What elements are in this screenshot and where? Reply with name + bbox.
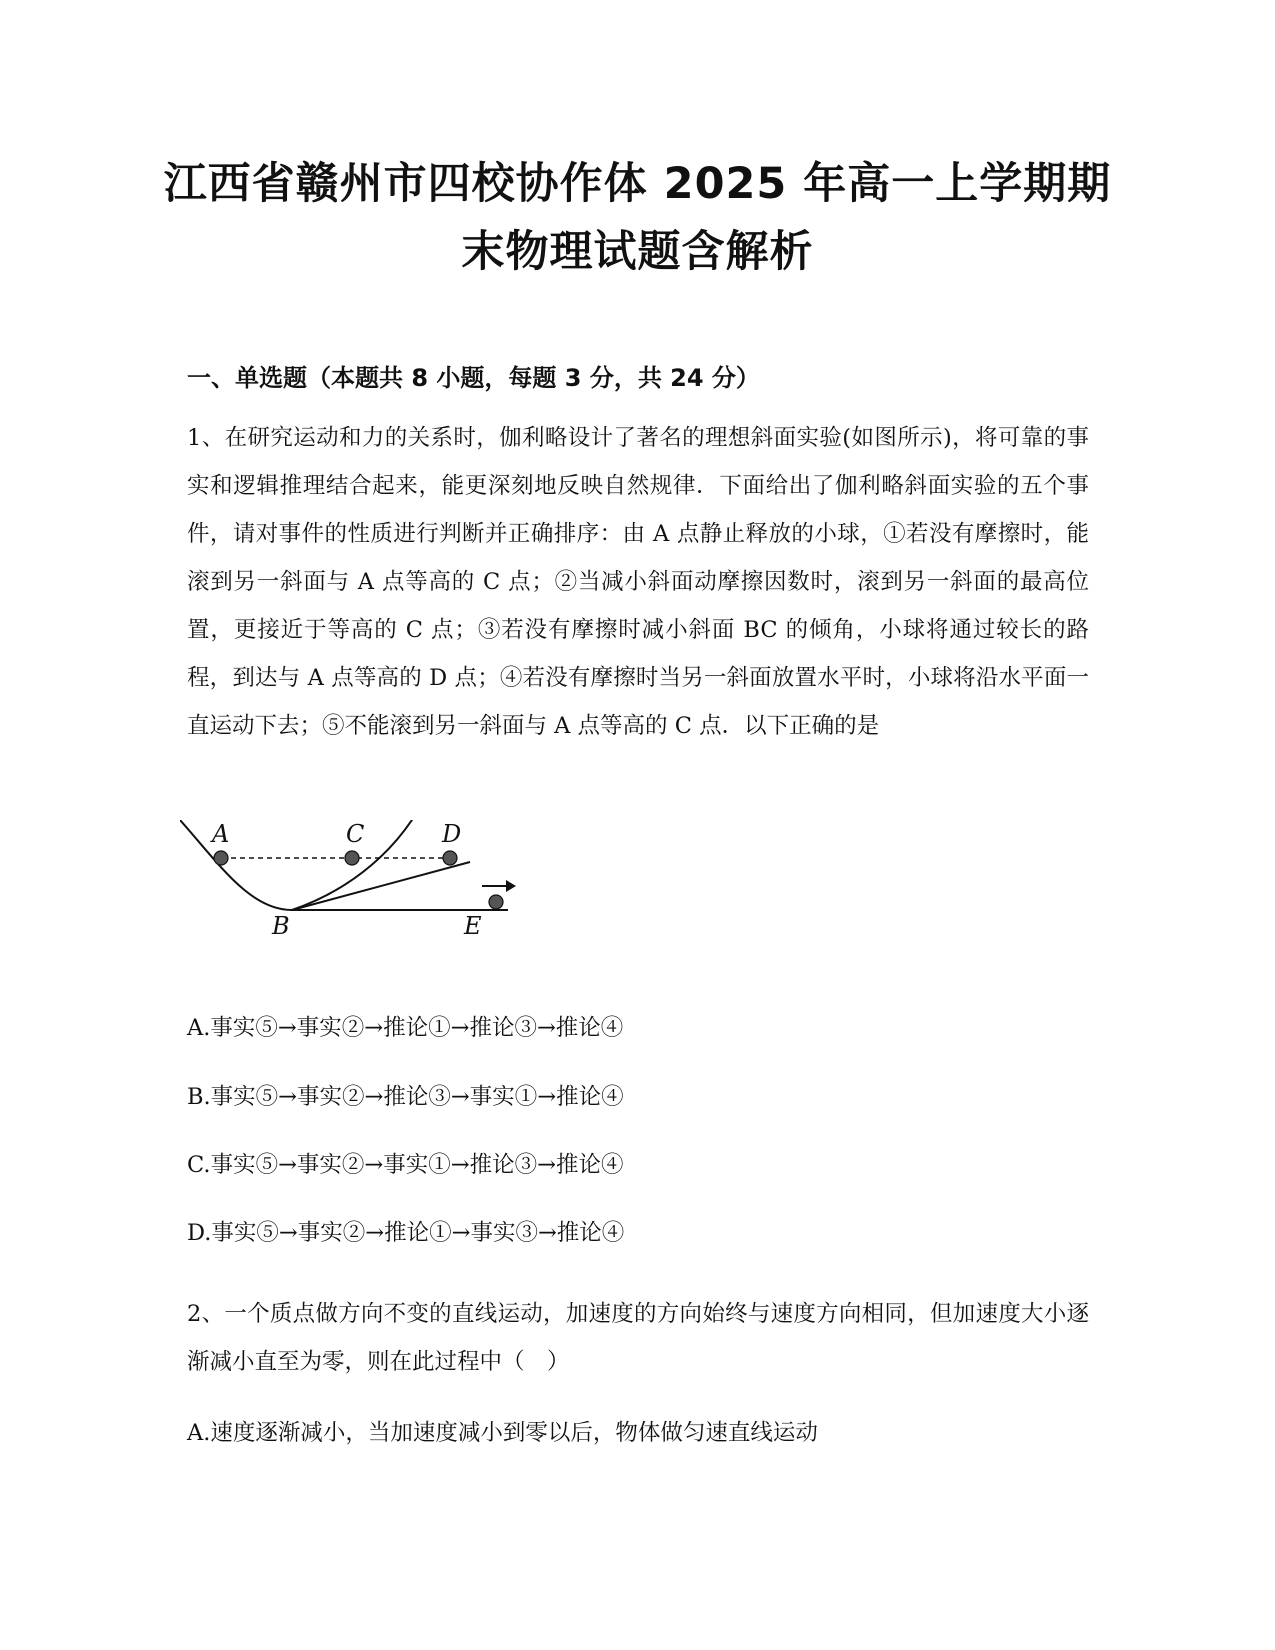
section-heading: 一、单选题（本题共 8 小题，每题 3 分，共 24 分） <box>187 364 760 392</box>
label-a: A <box>212 820 230 848</box>
arrow-right-icon <box>506 880 516 892</box>
ball-d <box>443 851 457 865</box>
question-1-option-c[interactable]: C.事实⑤→事实②→事实①→推论③→推论④ <box>187 1152 624 1178</box>
question-1-option-a[interactable]: A.事实⑤→事实②→推论①→推论③→推论④ <box>187 1015 624 1041</box>
question-1-option-b[interactable]: B.事实⑤→事实②→推论③→事实①→推论④ <box>187 1084 624 1110</box>
ball-e <box>489 895 503 909</box>
question-1-option-d[interactable]: D.事实⑤→事实②→推论①→事实③→推论④ <box>187 1220 625 1246</box>
label-c: C <box>346 820 365 848</box>
label-b: B <box>272 912 290 940</box>
label-e: E <box>464 912 482 940</box>
incline-experiment-figure <box>180 820 545 990</box>
question-1-stem: 1、在研究运动和力的关系时，伽利略设计了著名的理想斜面实验(如图所示)，将可靠的事实和逻辑推理结合起来，能更深刻地反映自然规律．下面给出了伽利略斜面实验的五个事件，请对事件的性质进行判断并正确排序：由 A 点静止释放的小球，①若没有摩擦时，能滚到另一斜面与 A 点等高的 C 点；②当减小斜面动摩擦因数时，滚到另一斜面的最高位置，更接近于等高的 C 点；③若没有摩擦时减小斜面 BC 的倾角，小球将通过较长的路程，到达与 A 点等高的 D 点；④若没有摩擦时当另一斜面放置水平时，小球将沿水平面一直运动下去；⑤不能滚到另一斜面与 A 点等高的 C 点．以下正确的是 <box>187 425 1089 739</box>
ball-a <box>214 851 228 865</box>
incline-bd <box>292 862 470 910</box>
label-d: D <box>442 820 462 848</box>
question-2-option-a[interactable]: A.速度逐渐减小，当加速度减小到零以后，物体做匀速直线运动 <box>187 1420 818 1446</box>
ball-c <box>345 851 359 865</box>
left-curve <box>180 820 292 910</box>
question-2-stem: 2、一个质点做方向不变的直线运动，加速度的方向始终与速度方向相同，但加速度大小逐渐减小直至为零，则在此过程中（ ） <box>187 1301 1089 1375</box>
document-title: 江西省赣州市四校协作体 2025 年高一上学期期末物理试题含解析 <box>163 159 1112 277</box>
